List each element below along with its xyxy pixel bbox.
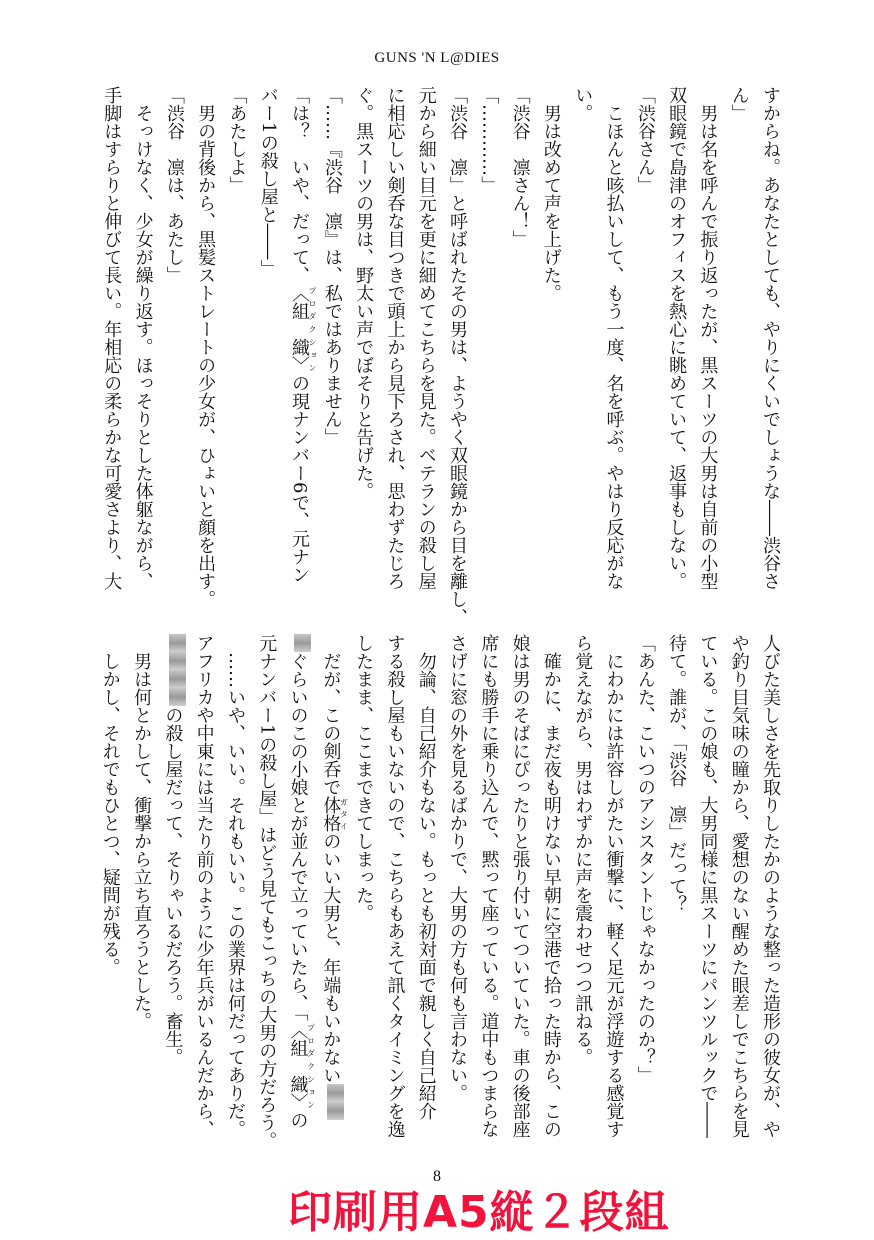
censored-text-blur: [327, 1084, 344, 1102]
text-run: 元ナンバー1の殺し屋」はどう見てもこっちの大男の方だろう。: [256, 634, 278, 1150]
text-column: [317, 86, 348, 626]
text-column: [188, 634, 219, 1159]
text-run: に相応しい剣呑な目つきで頭上から見下ろされ、思わずたじろ: [384, 86, 406, 590]
text-column: [442, 634, 473, 1159]
text-column: [598, 634, 629, 1159]
text-column: [473, 634, 504, 1159]
text-column: [282, 634, 315, 1159]
censored-text-blur: [169, 688, 186, 706]
text-run: 「渋谷 凛さん！」: [509, 86, 531, 248]
text-column: [190, 86, 221, 626]
ruby-reading: プロダクション: [306, 1021, 316, 1111]
text-run: 手脚はすらりと伸びて長い。年相応の柔らかな可愛さより、大: [101, 86, 123, 590]
text-run: の殺し屋だって、そりゃいるだろう。畜生。: [162, 706, 184, 1066]
text-run: ん」: [728, 86, 750, 122]
text-column: [348, 634, 379, 1159]
text-column: [410, 86, 441, 626]
text-run: そっけなく、少女が繰り返す。ほっそりとした体躯ながら、: [132, 86, 154, 590]
text-run: 勿論、自己紹介もない。もっとも初対面で親しく自己紹介: [415, 634, 437, 1120]
text-run: こほんと咳払いして、もう一度、名を呼ぶ。やはり反応がな: [603, 86, 625, 590]
text-run: 「渋谷 凛」と呼ばれたその男は、ようやく双眼鏡から目を離し、: [447, 86, 469, 626]
text-run: の: [287, 1111, 309, 1129]
text-run: 「渋谷 凛は、あたし」: [163, 86, 185, 284]
text-column: [755, 634, 786, 1159]
text-run: 席にも勝手に乗り込んで、黙って座っている。道中もつまらな: [478, 634, 500, 1138]
text-run: する殺し屋もいないので、こちらもあえて訊くタイミングを逸: [384, 634, 406, 1138]
text-run: 「渋谷さん」: [634, 86, 656, 194]
text-column: [536, 86, 567, 626]
text-run: だが、この剣呑で: [320, 634, 342, 796]
text-column: [442, 86, 473, 626]
text-column: [567, 634, 598, 1159]
text-column: [159, 86, 190, 626]
text-run: や釣り目気味の瞳から、愛想のない醒めた眼差しでこちらを見: [728, 634, 750, 1138]
ruby-annotation: [320, 796, 349, 832]
text-run: 「は？ いや、だって、: [289, 86, 311, 284]
text-run: 「あたしよ」: [226, 86, 248, 194]
text-run: 男は何とかして、衝撃から立ち直ろうとした。: [131, 634, 153, 1030]
upper-text-block: [96, 86, 786, 626]
censored-text-blur: [169, 652, 186, 670]
text-column: [251, 634, 282, 1159]
text-column: [755, 86, 786, 626]
text-run: ている。この娘も、大男同様に黒スーツにパンツルックで――: [697, 634, 719, 1138]
text-column: [692, 86, 723, 626]
text-column: [221, 86, 252, 626]
text-run: にわかには許容しがたい衝撃に、軽く足元が浮遊する感覚す: [603, 634, 625, 1138]
text-run: 待て。誰が、「渋谷 凛」だって？: [666, 634, 688, 913]
text-run: 「…………」: [478, 86, 500, 194]
text-column: [723, 86, 754, 626]
text-run: の現ナンバー6で、元ナン: [289, 374, 311, 584]
text-column: [157, 634, 188, 1159]
text-run: 男は名を呼んで振り返ったが、黒スーツの大男は自前の小型: [697, 86, 719, 590]
text-column: [126, 634, 157, 1159]
text-run: さげに窓の外を見るばかりで、大男の方も何も言わない。: [447, 634, 469, 1102]
text-run: 確かに、まだ夜も明けない早朝に空港で拾った時から、この: [540, 634, 562, 1138]
text-run: しかし、それでもひとつ、疑問が残る。: [99, 634, 121, 976]
lower-text-block: [94, 634, 786, 1159]
text-column: [630, 634, 661, 1159]
text-column: [598, 86, 629, 626]
text-run: アフリカや中東には当たり前のように少年兵がいるんだから、: [193, 634, 215, 1138]
ruby-base: 〈組 織〉: [287, 1021, 309, 1111]
running-header: GUNS 'N L@DIES: [374, 50, 500, 66]
text-column: [504, 634, 535, 1159]
text-column: [315, 634, 348, 1159]
text-run: い。: [572, 86, 594, 122]
text-run: ……いや、いい。それもいい。この業界は何だってありだ。: [224, 634, 246, 1138]
text-run: 元から細い目元を更に細めてこちらを見た。ベテランの殺し屋: [415, 86, 437, 590]
text-run: 男は改めて声を上げた。: [540, 86, 562, 302]
text-run: 娘は男のそばにぴったりと張り付いてついていた。車の後部座: [509, 634, 531, 1138]
text-column: [96, 86, 127, 626]
text-column: [348, 86, 379, 626]
ruby-annotation: [287, 1021, 316, 1111]
text-run: ら覚えながら、男はわずかに声を震わせつつ訊ねる。: [572, 634, 594, 1066]
text-run: 「……『渋谷 凛』は、私ではありません」: [321, 86, 343, 446]
text-column: [692, 634, 723, 1159]
text-column: [504, 86, 535, 626]
text-run: すからね。あなたとしても、やりにくいでしょうな――渋谷さ: [760, 86, 781, 590]
text-column: [723, 634, 754, 1159]
ruby-reading: プロダクション: [308, 284, 318, 374]
text-column: [473, 86, 504, 626]
ruby-base: 体格: [320, 796, 342, 832]
text-run: のいい大男と、年端もいかない: [320, 832, 342, 1084]
ruby-annotation: [289, 284, 318, 374]
text-column: [661, 634, 692, 1159]
text-column: [252, 86, 283, 626]
text-column: [94, 634, 125, 1159]
text-column: [379, 86, 410, 626]
censored-text-blur: [327, 1102, 344, 1120]
censored-text-blur: [294, 634, 311, 652]
text-column: [630, 86, 661, 626]
text-run: ぐ。黒スーツの男は、野太い声でぼそりと告げた。: [353, 86, 375, 500]
text-column: [567, 86, 598, 626]
text-column: [220, 634, 251, 1159]
censored-text-blur: [169, 634, 186, 652]
text-run: 男の背後から、黒髪ストレートの少女が、ひょいと顔を出す。: [195, 86, 217, 608]
text-column: [379, 634, 410, 1159]
text-column: [127, 86, 158, 626]
censored-text-blur: [169, 670, 186, 688]
text-run: バー1の殺し屋と――」: [257, 86, 279, 278]
print-format-watermark: 印刷用A5縦２段組: [288, 1187, 670, 1238]
text-run: 双眼鏡で島津のオフィスを熱心に眺めていて、返事もしない。: [666, 86, 688, 590]
text-column: [536, 634, 567, 1159]
ruby-base: 〈組 織〉: [289, 284, 311, 374]
text-column: [410, 634, 441, 1159]
ruby-reading: ガタイ: [339, 796, 349, 832]
text-run: 人びた美しさを先取りしたかのような整った造形の彼女が、や: [760, 634, 781, 1138]
text-run: 「あんた、こいつのアシスタントじゃなかったのか？」: [634, 634, 656, 1084]
text-run: ぐらいのこの小娘とが並んで立っていたら、「: [287, 652, 309, 1021]
text-run: したまま、ここまできてしまった。: [353, 634, 375, 922]
text-column: [661, 86, 692, 626]
text-column: [284, 86, 317, 626]
page-number: 8: [433, 1168, 441, 1185]
